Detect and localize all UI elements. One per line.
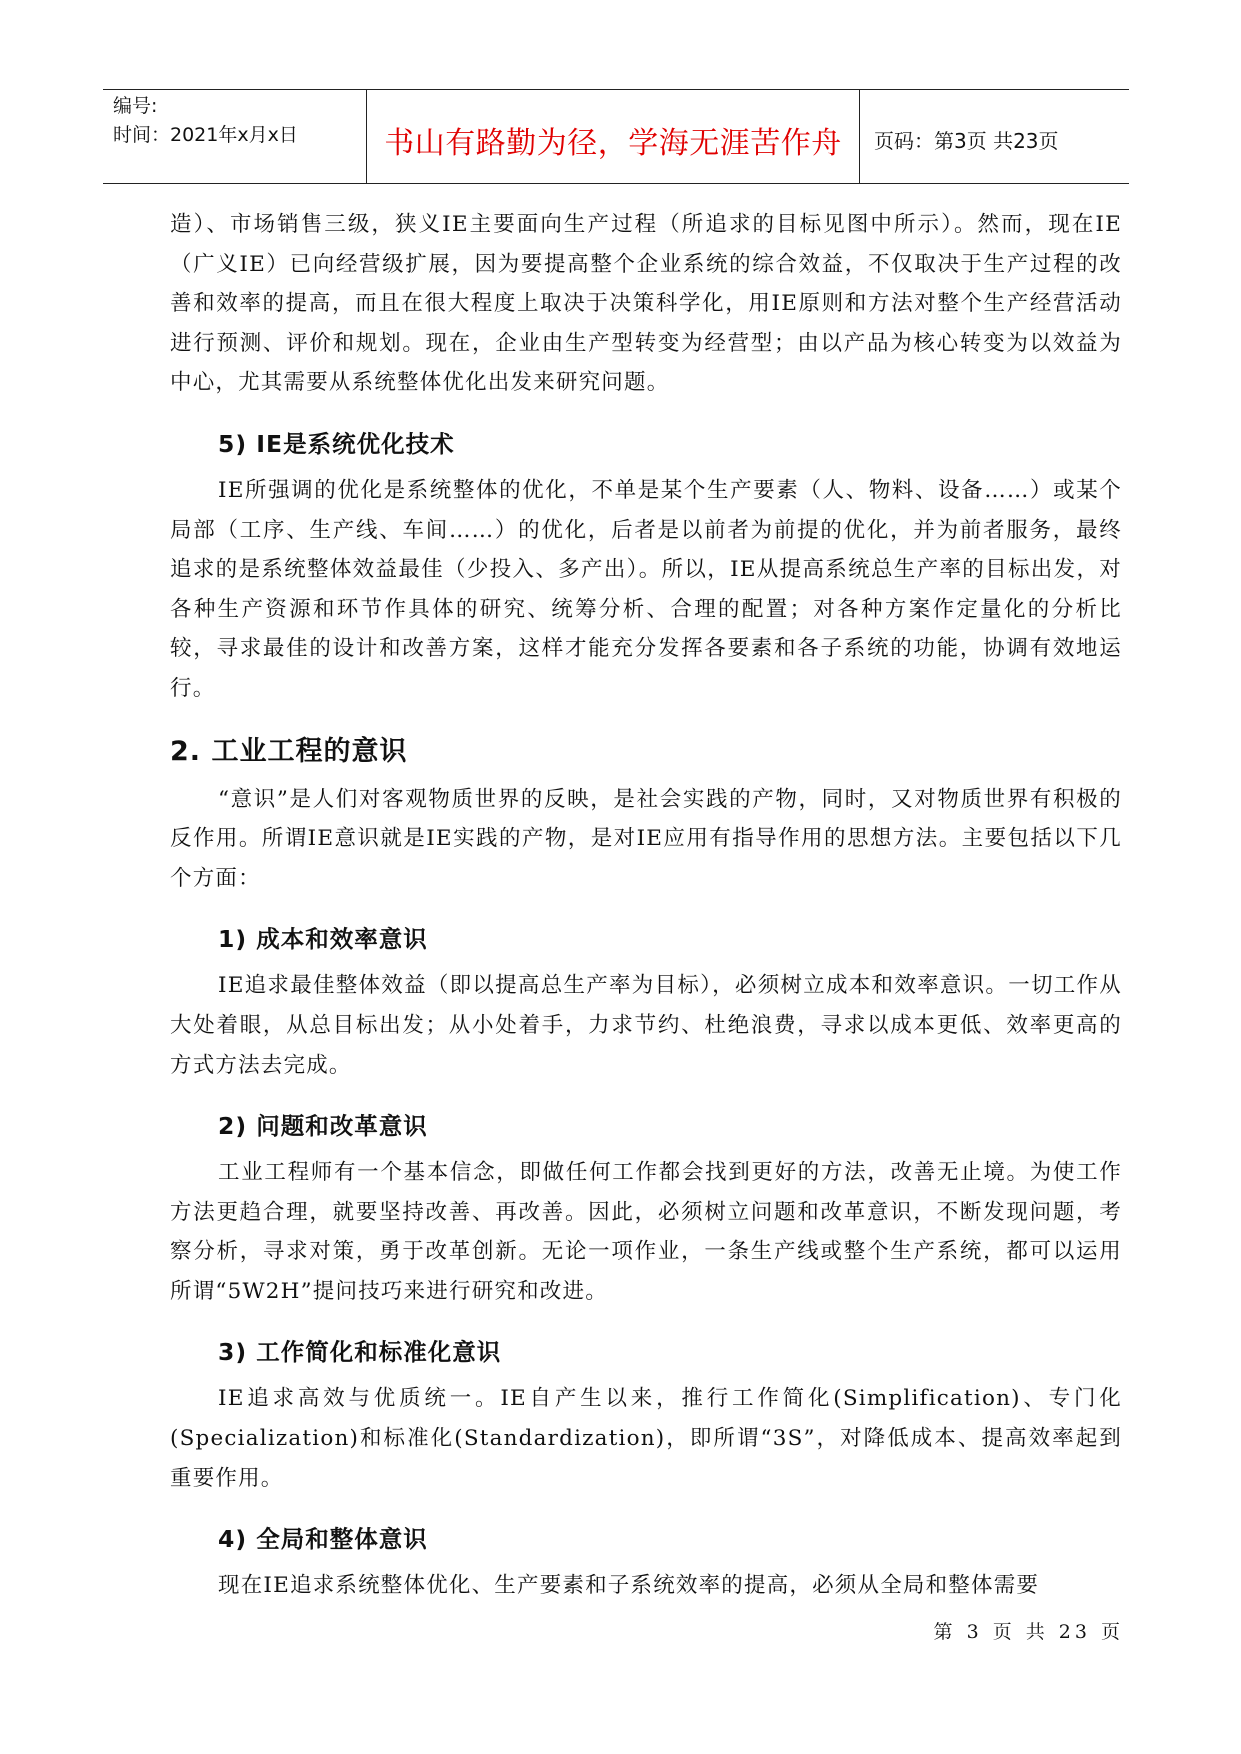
paragraph-simplification-standardization: IE追求高效与优质统一。IE自产生以来，推行工作简化(Simplification)、专门化(Specialization)和标准化(Standardization)，即所谓“3S”，对降低成本、提高效率起到重要作用。 <box>170 1386 1122 1491</box>
paragraph-problem-reform: 工业工程师有一个基本信念，即做任何工作都会找到更好的方法，改善无止境。为使工作方法更趋合理，就要坚持改善、再改善。因此，必须树立问题和改革意识，不断发现问题，考察分析，寻求对策，勇于改革创新。无论一项作业，一条生产线或整个生产系统，都可以运用所谓“5W2H”提问技巧来进行研究和改进。 <box>170 1160 1122 1304</box>
page-footer: 第 3 页 共 23 页 <box>933 1621 1124 1643</box>
section-heading-ie-awareness: 2. 工业工程的意识 <box>170 735 408 767</box>
page-header <box>103 89 1129 184</box>
header-meta-cell <box>103 90 367 183</box>
header-motto-cell <box>367 90 860 183</box>
subheading-problem-reform: 2) 问题和改革意识 <box>218 1112 428 1141</box>
paragraph-cost-efficiency: IE追求最佳整体效益（即以提高总生产率为目标），必须树立成本和效率意识。一切工作从大处着眼，从总目标出发；从小处着手，力求节约、杜绝浪费，寻求以成本更低、效率更高的方式方法去完成。 <box>170 973 1122 1078</box>
document-number-label: 编号: <box>113 95 158 117</box>
paragraph-broad-ie: 造）、市场销售三级，狭义IE主要面向生产过程（所追求的目标见图中所示）。然而，现在IE（广义IE）已向经营级扩展，因为要提高整个企业系统的综合效益，不仅取决于生产过程的改善和效率的提高，而且在很大程度上取决于决策科学化，用IE原则和方法对整个生产经营活动进行预测、评价和规划。现在，企业由生产型转变为经营型；由以产品为核心转变为以效益为中心，尤其需要从系统整体优化出发来研究问题。 <box>170 212 1122 396</box>
subheading-global-overall: 4) 全局和整体意识 <box>218 1525 428 1554</box>
subheading-cost-efficiency: 1) 成本和效率意识 <box>218 925 428 954</box>
header-motto: 书山有路勤为径，学海无涯苦作舟 <box>384 125 842 161</box>
paragraph-system-optimization: IE所强调的优化是系统整体的优化，不单是某个生产要素（人、物料、设备……）或某个局部（工序、生产线、车间……）的优化，后者是以前者为前提的优化，并为前者服务，最终追求的是系统整体效益最佳（少投入、多产出）。所以，IE从提高系统总生产率的目标出发，对各种生产资源和环节作具体的研究、统筹分析、合理的配置；对各种方案作定量化的分析比较，寻求最佳的设计和改善方案，这样才能充分发挥各要素和各子系统的功能，协调有效地运行。 <box>170 477 1122 701</box>
paragraph-awareness-intro: “意识”是人们对客观物质世界的反映，是社会实践的产物，同时，又对物质世界有积极的反作用。所谓IE意识就是IE实践的产物，是对IE应用有指导作用的思想方法。主要包括以下几个方面： <box>170 786 1122 891</box>
paragraph-global-overall: 现在IE追求系统整体优化、生产要素和子系统效率的提高，必须从全局和整体需要 <box>218 1573 1040 1599</box>
document-time-label: 时间：2021年x月x日 <box>113 124 298 146</box>
subheading-simplification-standardization: 3) 工作简化和标准化意识 <box>218 1338 502 1367</box>
subheading-system-optimization: 5) IE是系统优化技术 <box>218 429 455 458</box>
header-page-cell <box>860 90 1129 183</box>
document-body <box>170 205 1122 1606</box>
header-page-number: 页码：第3页 共23页 <box>874 129 1059 153</box>
